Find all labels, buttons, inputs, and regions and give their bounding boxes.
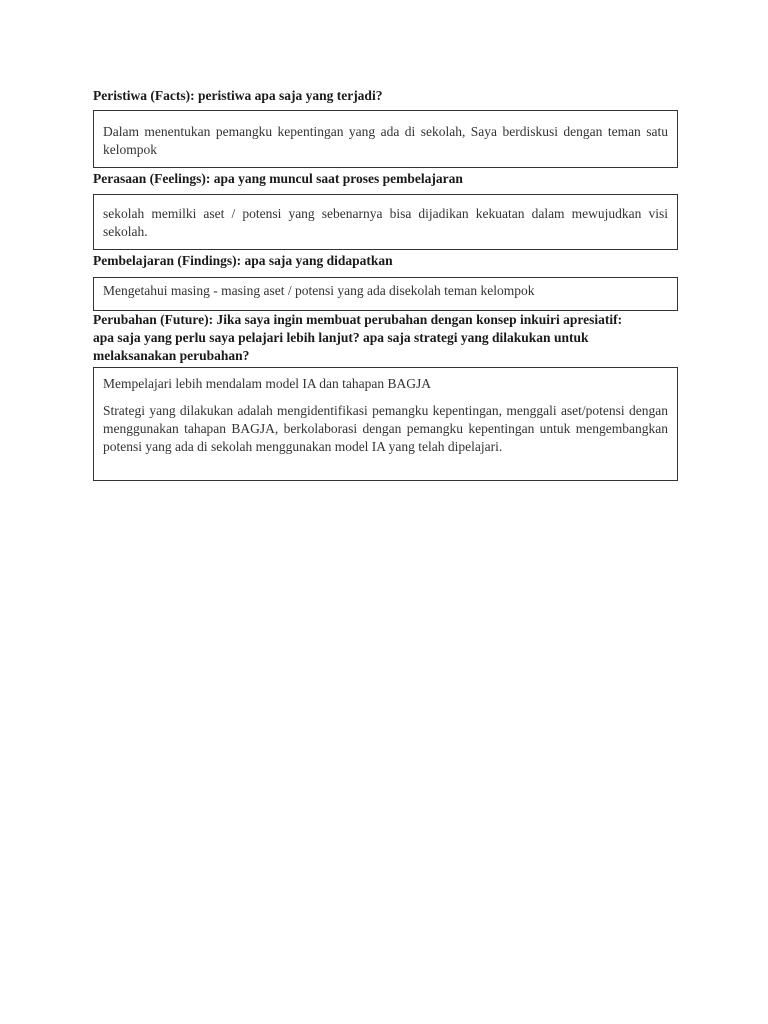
answer-box bbox=[93, 194, 678, 250]
answer-box bbox=[93, 367, 678, 481]
section-heading: Peristiwa (Facts): peristiwa apa saja yang terjadi? bbox=[93, 88, 383, 103]
section-feelings bbox=[93, 170, 678, 250]
section-future bbox=[93, 311, 678, 481]
answer-box bbox=[93, 110, 678, 168]
answer-box bbox=[93, 277, 678, 311]
answer-text: Mempelajari lebih mendalam model IA dan tahapan BAGJA bbox=[103, 376, 432, 391]
section-facts bbox=[93, 87, 678, 168]
section-heading: Pembelajaran (Findings): apa saja yang didapatkan bbox=[93, 253, 393, 268]
section-heading: Perasaan (Feelings): apa yang muncul saat proses pembelajaran bbox=[93, 171, 463, 186]
section-heading: Perubahan (Future): Jika saya ingin membuat perubahan dengan konsep inkuiri apresiatif: apa saja yang perlu saya pelajari lebih lanjut? apa saja strategi yang dilakukan untuk melaksanakan perubahan? bbox=[93, 312, 623, 363]
reflection-document bbox=[93, 87, 678, 481]
answer-text: Mengetahui masing - masing aset / potensi yang ada disekolah teman kelompok bbox=[103, 283, 535, 298]
answer-text: Dalam menentukan pemangku kepentingan yang ada di sekolah, Saya berdiskusi dengan teman satu kelompok bbox=[103, 124, 668, 157]
answer-text: Strategi yang dilakukan adalah mengidentifikasi pemangku kepentingan, menggali aset/potensi dengan menggunakan tahapan BAGJA, berkolaborasi dengan pemangku kepentingan untuk mengembangkan potensi yang ada di sekolah menggunakan model IA yang telah dipelajari. bbox=[103, 403, 668, 454]
answer-text: sekolah memilki aset / potensi yang sebenarnya bisa dijadikan kekuatan dalam mewujudkan visi sekolah. bbox=[103, 206, 668, 239]
section-findings bbox=[93, 252, 678, 311]
